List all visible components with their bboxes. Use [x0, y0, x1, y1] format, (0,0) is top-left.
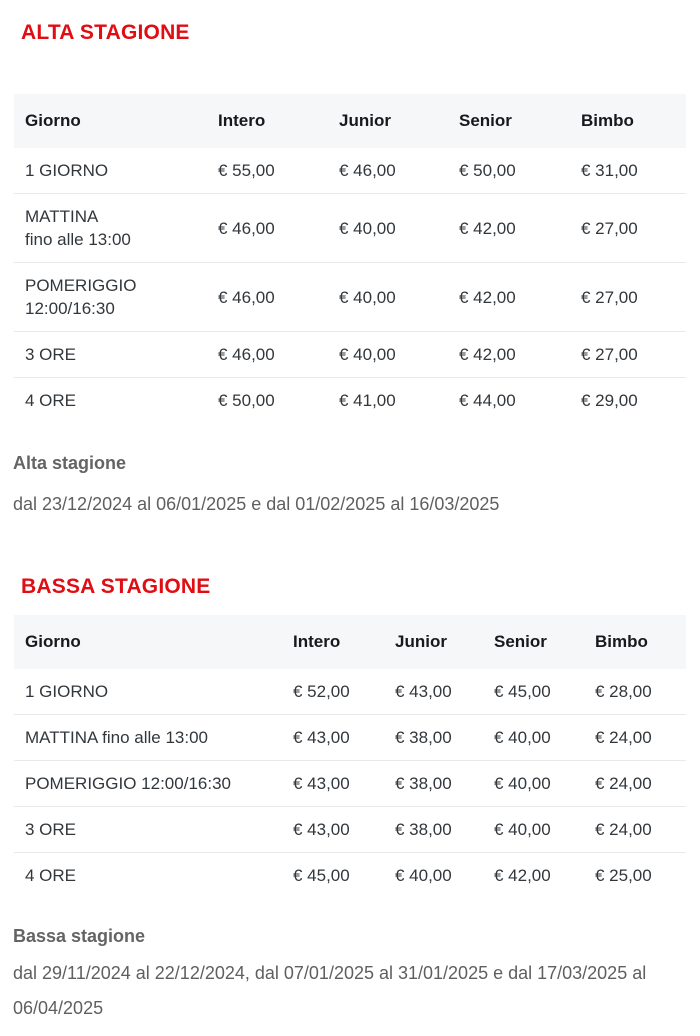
price-cell: € 42,00 — [459, 218, 516, 238]
col-header-intero: Intero — [293, 632, 341, 651]
section-title-alta: ALTA STAGIONE — [21, 21, 190, 44]
price-cell: € 55,00 — [218, 161, 275, 180]
row-label-cell — [14, 332, 218, 378]
price-cell: € 50,00 — [459, 161, 516, 180]
col-header-junior: Junior — [395, 632, 447, 651]
price-cell: € 27,00 — [581, 287, 638, 307]
table-header-row — [14, 615, 686, 669]
price-cell: € 45,00 — [293, 866, 350, 885]
table-row — [14, 378, 686, 424]
price-cell: € 43,00 — [293, 820, 350, 839]
col-header-senior: Senior — [494, 632, 547, 651]
price-cell: € 28,00 — [595, 682, 652, 701]
row-label: 3 ORE — [25, 820, 77, 839]
row-label: 1 GIORNO — [25, 682, 109, 701]
row-label: 3 ORE — [25, 345, 77, 364]
row-label: POMERIGGIO 12:00/16:30 — [25, 774, 231, 793]
table-row — [14, 194, 686, 263]
row-label: 1 GIORNO — [25, 161, 109, 180]
price-cell: € 43,00 — [395, 682, 452, 701]
price-cell: € 31,00 — [581, 161, 638, 180]
footnote-title-alta: Alta stagione — [13, 453, 127, 473]
col-header-bimbo: Bimbo — [595, 632, 648, 651]
price-cell: € 41,00 — [339, 391, 396, 410]
price-cell: € 38,00 — [395, 728, 452, 747]
price-cell: € 43,00 — [293, 774, 350, 793]
row-label: POMERIGGIO — [25, 276, 137, 295]
price-cell: € 46,00 — [339, 161, 396, 180]
footnote-dates-alta: dal 23/12/2024 al 06/01/2025 e dal 01/02/2025 al 16/03/2025 — [13, 494, 500, 514]
price-cell: € 43,00 — [293, 728, 350, 747]
price-cell: € 42,00 — [494, 866, 551, 885]
table-row — [14, 761, 686, 807]
row-label-line2: fino alle 13:00 — [25, 230, 131, 249]
section-alta-stagione — [13, 20, 686, 522]
table-row — [14, 332, 686, 378]
table-row — [14, 669, 686, 715]
row-label-line2: 12:00/16:30 — [25, 299, 115, 318]
price-cell: € 38,00 — [395, 774, 452, 793]
price-cell: € 40,00 — [339, 287, 396, 307]
table-row — [14, 263, 686, 332]
price-cell: € 40,00 — [494, 820, 551, 839]
price-cell: € 46,00 — [218, 345, 275, 364]
row-label-cell — [14, 148, 218, 194]
section-title-bassa: BASSA STAGIONE — [21, 575, 211, 598]
price-cell: € 42,00 — [459, 287, 516, 307]
row-label: MATTINA fino alle 13:00 — [25, 728, 208, 747]
price-cell: € 42,00 — [459, 345, 516, 364]
price-cell: € 24,00 — [595, 774, 652, 793]
row-label: MATTINA — [25, 207, 99, 226]
price-cell: € 40,00 — [494, 774, 551, 793]
row-label-cell — [14, 378, 218, 424]
price-cell: € 46,00 — [218, 287, 275, 307]
price-cell: € 25,00 — [595, 866, 652, 885]
price-cell: € 52,00 — [293, 682, 350, 701]
price-cell: € 40,00 — [339, 345, 396, 364]
section-bassa-stagione — [13, 574, 686, 1026]
col-header-junior: Junior — [339, 111, 391, 130]
price-cell: € 27,00 — [581, 345, 638, 364]
price-cell: € 50,00 — [218, 391, 275, 410]
price-cell: € 40,00 — [494, 728, 551, 747]
col-header-giorno: Giorno — [25, 111, 81, 130]
col-header-intero: Intero — [218, 111, 266, 130]
row-label: 4 ORE — [25, 866, 77, 885]
price-cell: € 44,00 — [459, 391, 516, 410]
table-header-row — [14, 94, 686, 148]
col-header-bimbo: Bimbo — [581, 111, 634, 130]
price-cell: € 40,00 — [395, 866, 452, 885]
table-row — [14, 148, 686, 194]
row-label-cell — [14, 194, 218, 263]
bassa-price-table — [14, 615, 686, 898]
price-cell: € 40,00 — [339, 218, 396, 238]
row-label-cell — [14, 263, 218, 332]
col-header-senior: Senior — [459, 111, 512, 130]
footnote-title-bassa: Bassa stagione — [13, 926, 146, 946]
price-cell: € 24,00 — [595, 820, 652, 839]
alta-price-table — [14, 94, 686, 423]
price-cell: € 29,00 — [581, 391, 638, 410]
price-cell: € 38,00 — [395, 820, 452, 839]
table-row — [14, 807, 686, 853]
footnote-dates-bassa: dal 29/11/2024 al 22/12/2024, dal 07/01/2025 al 31/01/2025 e dal 17/03/2025 al 06/04/2025 — [13, 963, 647, 1018]
table-row — [14, 715, 686, 761]
row-label: 4 ORE — [25, 391, 77, 410]
table-row — [14, 853, 686, 899]
price-cell: € 27,00 — [581, 218, 638, 238]
price-cell: € 45,00 — [494, 682, 551, 701]
col-header-giorno: Giorno — [25, 632, 81, 651]
price-cell: € 24,00 — [595, 728, 652, 747]
price-cell: € 46,00 — [218, 218, 275, 238]
